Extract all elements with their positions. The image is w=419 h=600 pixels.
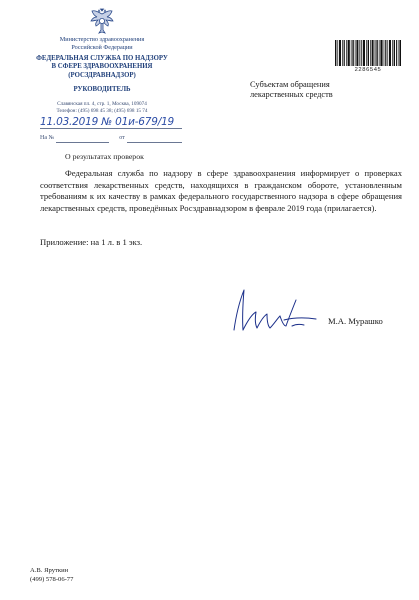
- handwritten-signature: [222, 286, 322, 336]
- agency-address: [22, 101, 182, 115]
- reference-row: [40, 135, 190, 141]
- address-line-1: Славянская пл. 4, стр. 1, Москва, 109074: [57, 101, 147, 107]
- agency-line-3: (РОСЗДРАВНАДЗОР): [68, 71, 136, 79]
- ministry-line-2: Российской Федерации: [71, 43, 133, 51]
- address-line-2: Телефон: (495) 698 45 38; (495) 698 15 74: [56, 108, 148, 114]
- agency-line-1: ФЕДЕРАЛЬНАЯ СЛУЖБА ПО НАДЗОРУ: [36, 55, 168, 62]
- reference-number-line: [56, 142, 109, 143]
- reference-date-label: от: [119, 135, 125, 141]
- head-role: РУКОВОДИТЕЛЬ: [73, 86, 131, 93]
- letter-body: Федеральная служба по надзору в сфере здравоохранения информирует о проверках соответствия лекарственных средств, находящихся в гражданском обороте, установленным требованиям к их качеству в рамках федерального государственного надзора в сфере обращения лекарственных средств, проведённых Росздравнадзором в феврале 2019 года (прилагается).: [40, 168, 402, 213]
- agency-name: [22, 55, 182, 80]
- recipient-block: [250, 80, 400, 100]
- registration-underline: [40, 128, 182, 129]
- signer-name: М.А. Мурашко: [328, 316, 383, 326]
- ministry-line-1: Министерство здравоохранения: [59, 36, 145, 43]
- coat-of-arms-icon: [89, 8, 115, 36]
- reference-date-line: [127, 142, 182, 143]
- performer-phone: (499) 578-06-77: [30, 575, 74, 583]
- performer-block: [30, 567, 73, 584]
- barcode-icon: [335, 40, 401, 66]
- performer-name: А.В. Яруткин: [30, 567, 69, 574]
- letter-subject: О результатах проверок: [65, 152, 144, 161]
- registration-date-number: 11.03.2019 № 01и-679/19: [40, 116, 175, 128]
- recipient-line-2: лекарственных средств: [250, 90, 333, 100]
- reference-number-label: На №: [40, 135, 55, 141]
- agency-line-2: В СФЕРЕ ЗДРАВООХРАНЕНИЯ: [51, 63, 153, 71]
- barcode-number: 2286545: [354, 67, 382, 73]
- ministry-name: [22, 36, 182, 51]
- recipient-line-1: Субъектам обращения: [250, 80, 330, 89]
- appendix-note: Приложение: на 1 л. в 1 экз.: [40, 237, 143, 247]
